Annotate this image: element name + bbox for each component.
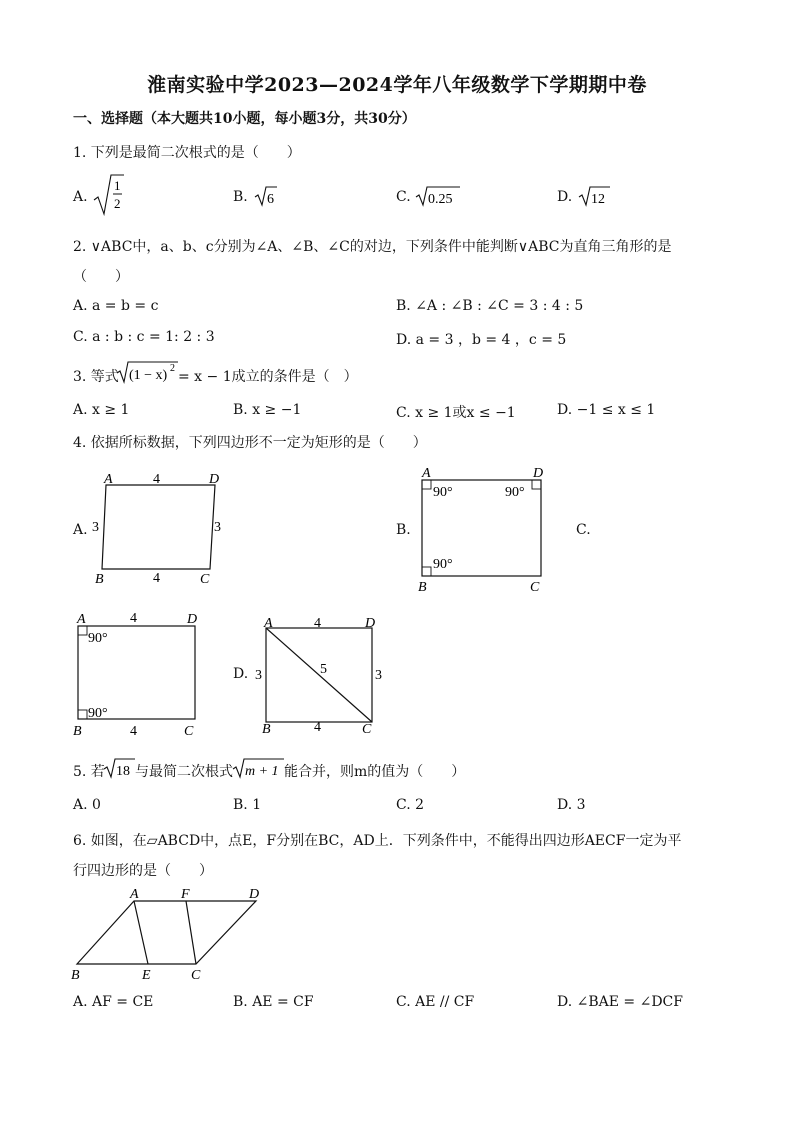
svg-text:3: 3 [375,668,382,683]
q5-radical-2 [232,756,286,780]
svg-text:3: 3 [255,668,262,683]
svg-text:C: C [362,722,372,737]
q3-option-c: C. x ≥ 1或x ≤ −1 [396,405,516,421]
q3-option-d: D. −1 ≤ x ≤ 1 [557,402,656,418]
svg-text:5: 5 [320,662,327,677]
q2-option-d: D. a = 3 ，b = 4 ，c = 5 [396,332,567,348]
q5-stem-pre: 5. 若 [73,764,105,780]
q4-figure-b [412,462,552,597]
q4-figure-a [85,465,230,590]
svg-text:D: D [533,466,544,481]
q6-option-c: C. AE // CF [396,994,475,1010]
q5-stem-mid: 与最简二次根式 [135,764,233,780]
svg-text:B: B [95,572,104,587]
svg-text:4: 4 [314,616,321,631]
svg-text:3: 3 [214,520,221,535]
q2-stem-cont: （ ） [73,269,129,285]
svg-text:C: C [200,572,210,587]
svg-text:B: B [71,968,80,983]
svg-text:C: C [191,968,201,983]
q4-figure-c [68,605,208,740]
svg-text:E: E [142,968,151,983]
svg-text:m + 1: m + 1 [245,764,279,779]
q5-option-b: B. 1 [233,797,262,813]
svg-text:90°: 90° [88,706,108,721]
svg-text:C: C [184,724,194,739]
q1-frac-num: 1 [114,178,121,193]
q2-option-b: B. ∠A : ∠B : ∠C = 3 : 4 : 5 [396,298,584,314]
q2-option-a: A. a = b = c [73,298,159,314]
q6-option-a: A. AF = CE [73,994,154,1010]
q3-stem-post: = x − 1成立的条件是（ ） [178,369,358,385]
q6-stem-cont: 行四边形的是（ ） [73,863,213,879]
q3-radical-body: (1 − x) [129,368,168,383]
page-title: 淮南实验中学2023—2024学年八年级数学下学期期中卷 [147,74,647,96]
svg-text:B: B [418,580,427,595]
q1-option-c-label: C. [396,189,411,205]
q6-figure [66,882,276,984]
q1-option-a-radical [92,172,126,218]
q3-radical-exp: 2 [170,363,175,374]
svg-text:90°: 90° [505,485,525,500]
q5-option-a: A. 0 [73,797,101,813]
q1-option-b-label: B. [233,189,248,205]
q1-option-b-radical [254,184,278,208]
q6-option-d: D. ∠BAE = ∠DCF [557,994,683,1010]
q5-option-c: C. 2 [396,797,425,813]
q3-option-a: A. x ≥ 1 [73,402,130,418]
svg-text:4: 4 [130,724,137,739]
q4-option-d-label: D. [233,666,249,682]
svg-text:A: A [104,472,113,487]
q5-option-d: D. 3 [557,797,586,813]
q1-stem: 1. 下列是最简二次根式的是（ ） [73,145,301,161]
svg-text:A: A [130,887,139,902]
q4-option-b-label: B. [396,522,411,538]
svg-text:4: 4 [153,571,160,586]
svg-text:4: 4 [130,611,137,626]
svg-text:90°: 90° [88,631,108,646]
q5-stem-post: 能合并，则m的值为（ ） [284,764,466,780]
q1-radicand-b: 6 [267,192,274,207]
svg-text:D: D [365,616,376,631]
q4-option-c-label: C. [576,522,591,538]
q1-frac-den: 2 [114,196,121,211]
q4-option-a-label: A. [73,522,88,538]
svg-text:90°: 90° [433,485,453,500]
svg-text:D: D [249,887,260,902]
q1-option-d-radical [578,184,612,208]
svg-text:D: D [209,472,220,487]
q6-option-b: B. AE = CF [233,994,314,1010]
svg-text:4: 4 [314,720,321,735]
svg-text:A: A [77,612,86,627]
svg-text:F: F [181,887,190,902]
svg-text:C: C [530,580,540,595]
svg-text:4: 4 [153,472,160,487]
q2-stem: 2. ∨ABC中，a、b、c分别为∠A、∠B、∠C的对边，下列条件中能判断∨ABC为直角三角形的是 [73,239,672,255]
q3-option-b: B. x ≥ −1 [233,402,302,418]
q4-stem: 4. 依据所标数据，下列四边形不一定为矩形的是（ ） [73,435,427,451]
q1-radicand-d: 12 [591,192,605,207]
q1-option-c-radical [415,184,461,208]
svg-text:B: B [262,722,271,737]
svg-text:B: B [73,724,82,739]
svg-text:D: D [187,612,198,627]
q4-figure-d [252,612,392,737]
svg-text:A: A [264,616,273,631]
q1-option-d-label: D. [557,189,573,205]
section-heading: 一、选择题（本大题共10小题，每小题3分，共30分） [73,111,416,127]
q1-option-a-label: A. [73,189,88,205]
svg-text:A: A [422,466,431,481]
q3-stem-pre: 3. 等式 [73,369,119,385]
svg-text:18: 18 [116,764,130,779]
svg-text:90°: 90° [433,557,453,572]
q6-stem: 6. 如图，在▱ABCD中，点E，F分别在BC，AD上．下列条件中，不能得出四边形AECF一定为平 [73,833,682,849]
q5-radical-1 [103,756,137,780]
q2-option-c: C. a : b : c = 1: 2 : 3 [73,329,215,345]
q3-radical [116,359,180,385]
svg-text:3: 3 [92,520,99,535]
q1-radicand-c: 0.25 [428,192,453,207]
